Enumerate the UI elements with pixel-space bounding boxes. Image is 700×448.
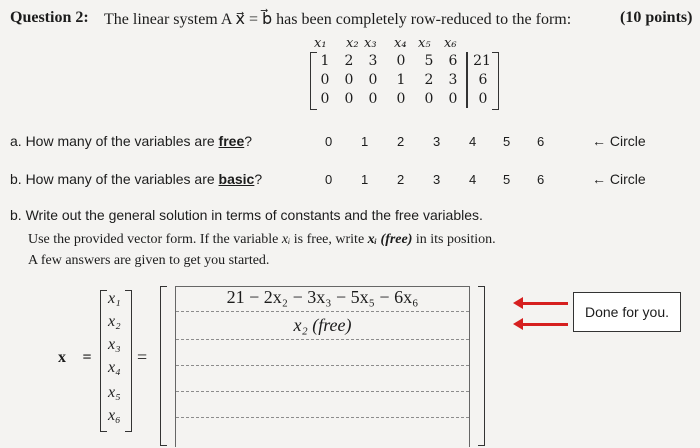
- choice-b-0[interactable]: 0: [325, 172, 333, 187]
- matrix-cell: 21: [473, 53, 491, 69]
- vector-right-bracket: [125, 290, 132, 432]
- instruction-text: Use the provided vector form. If the variable: [28, 232, 282, 247]
- left-arrow-icon: [522, 302, 568, 305]
- done-for-you-callout: [573, 292, 681, 332]
- var-label: x₅: [418, 36, 431, 51]
- question-a-suffix: ?: [244, 133, 253, 149]
- choice-b-5[interactable]: 5: [503, 172, 511, 187]
- question-a: [10, 133, 252, 149]
- instruction-var: xᵢ: [281, 232, 291, 247]
- question-b-prefix: b. How many of the variables are: [10, 171, 219, 187]
- matrix-cell: 0: [320, 72, 330, 88]
- matrix-cell: 3: [368, 53, 378, 69]
- solution-entry-x1: 21 − 2x₂ − 3x₃ − 5x₅ − 6x₆: [226, 287, 419, 307]
- choice-a-5[interactable]: 5: [503, 134, 511, 149]
- instruction-free-term: xᵢ (free): [367, 232, 413, 247]
- solution-row-3[interactable]: [176, 339, 469, 366]
- solution-row-5[interactable]: [176, 391, 469, 418]
- question-label: Question 2:: [10, 9, 89, 26]
- vector-var: x₁: [108, 290, 121, 307]
- var-label: x₂: [346, 36, 359, 51]
- solution-row-2: [176, 311, 469, 336]
- vector-var: x₂: [108, 313, 121, 330]
- matrix-cell: 2: [424, 72, 434, 88]
- choice-b-6[interactable]: 6: [537, 172, 545, 187]
- choice-a-6[interactable]: 6: [537, 134, 545, 149]
- matrix-cell: 2: [344, 53, 354, 69]
- vector-var: x₆: [108, 407, 121, 424]
- matrix-cell: 5: [424, 53, 434, 69]
- vector-var: x₅: [108, 384, 121, 401]
- matrix-cell: 0: [344, 72, 354, 88]
- matrix-cell: 1: [320, 53, 330, 69]
- augment-divider: [466, 52, 468, 108]
- vector-var: x₃: [108, 336, 121, 353]
- question-b2-instruction: [28, 232, 496, 248]
- question-a-keyword: free: [218, 133, 245, 149]
- choice-a-1[interactable]: 1: [361, 134, 369, 149]
- circle-note-b: ← Circle: [592, 171, 646, 187]
- x-vector-label: x⃗ =: [58, 349, 92, 366]
- choice-b-1[interactable]: 1: [361, 172, 369, 187]
- matrix-cell: 0: [424, 91, 434, 107]
- callout-text: Done for you.: [584, 304, 670, 320]
- matrix-cell: 0: [448, 91, 458, 107]
- question-b2-hint: A few answers are given to get you started.: [28, 253, 270, 268]
- matrix-cell: 0: [478, 91, 488, 107]
- vector-left-bracket: [100, 290, 107, 432]
- solution-row-4[interactable]: [176, 365, 469, 392]
- question-a-prefix: a. How many of the variables are: [10, 133, 219, 149]
- vector-var: x₄: [108, 359, 121, 376]
- question-b: [10, 171, 262, 187]
- matrix-cell: 0: [368, 72, 378, 88]
- solution-entry-x2: x₂ (free): [293, 315, 352, 335]
- circle-note-a: ← Circle: [592, 133, 646, 149]
- solution-row-1: [176, 287, 469, 311]
- matrix-cell: 0: [396, 91, 406, 107]
- equals-sign: =: [137, 347, 148, 367]
- question-b2-title: b. Write out the general solution in terms of constants and the free variables.: [10, 207, 483, 223]
- question-b-suffix: ?: [254, 171, 263, 187]
- choice-a-0[interactable]: 0: [325, 134, 333, 149]
- solution-right-bracket: [478, 286, 485, 446]
- solution-table: [175, 286, 470, 447]
- choice-b-4[interactable]: 4: [469, 172, 477, 187]
- matrix-cell: 6: [448, 53, 458, 69]
- choice-a-3[interactable]: 3: [433, 134, 441, 149]
- instruction-text: in its position.: [412, 232, 496, 247]
- points-label: (10 points): [620, 9, 693, 26]
- var-label: x₃: [364, 36, 377, 51]
- question-text: The linear system A x⃗ = b⃗ has been completely row-reduced to the form:: [104, 11, 572, 28]
- solution-row-6[interactable]: [176, 417, 469, 448]
- choice-b-2[interactable]: 2: [397, 172, 405, 187]
- matrix-cell: 0: [396, 53, 406, 69]
- var-label: x₄: [394, 36, 407, 51]
- matrix-cell: 0: [320, 91, 330, 107]
- matrix-cell: 0: [344, 91, 354, 107]
- choice-b-3[interactable]: 3: [433, 172, 441, 187]
- left-arrow-icon: [522, 323, 568, 326]
- matrix-cell: 3: [448, 72, 458, 88]
- choice-a-4[interactable]: 4: [469, 134, 477, 149]
- matrix-cell: 6: [478, 72, 488, 88]
- matrix-cell: 1: [396, 72, 406, 88]
- matrix-cell: 0: [368, 91, 378, 107]
- choice-a-2[interactable]: 2: [397, 134, 405, 149]
- instruction-text: is free, write: [290, 232, 368, 247]
- matrix-right-bracket: [492, 52, 499, 110]
- question-b-keyword: basic: [218, 171, 255, 187]
- var-label: x₁: [314, 36, 327, 51]
- solution-left-bracket: [160, 286, 167, 446]
- var-label: x₆: [444, 36, 457, 51]
